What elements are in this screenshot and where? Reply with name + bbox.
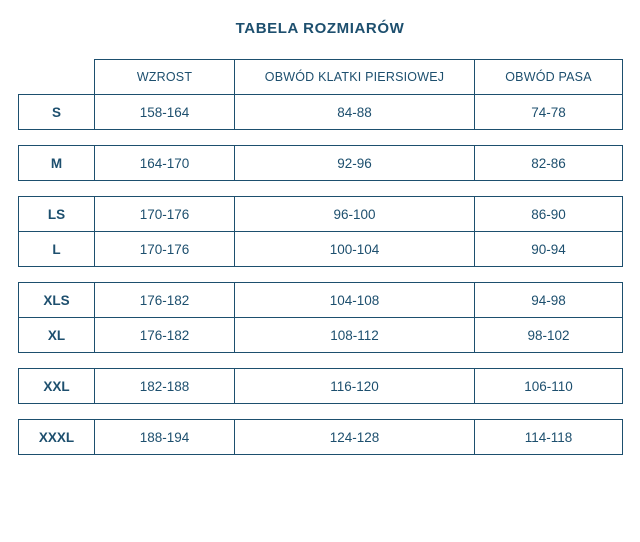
chest-value: 96-100: [235, 197, 475, 232]
header-cell-height: WZROST: [95, 60, 235, 95]
waist-value: 86-90: [475, 197, 623, 232]
spacer-cell: [235, 404, 475, 420]
table-row: [19, 232, 623, 267]
size-label: XLS: [19, 283, 95, 318]
spacer-cell: [475, 181, 623, 197]
table-spacer-row: [19, 353, 623, 369]
spacer-cell: [95, 181, 235, 197]
spacer-cell: [19, 130, 95, 146]
spacer-cell: [235, 130, 475, 146]
size-label: XXL: [19, 369, 95, 404]
height-value: 176-182: [95, 283, 235, 318]
spacer-cell: [95, 404, 235, 420]
table-spacer-row: [19, 267, 623, 283]
waist-value: 90-94: [475, 232, 623, 267]
header-cell-corner: [19, 60, 95, 95]
size-table-container: [18, 59, 622, 455]
chest-value: 124-128: [235, 420, 475, 455]
spacer-cell: [19, 404, 95, 420]
spacer-cell: [95, 353, 235, 369]
waist-value: 114-118: [475, 420, 623, 455]
table-spacer-row: [19, 130, 623, 146]
waist-value: 94-98: [475, 283, 623, 318]
chest-value: 100-104: [235, 232, 475, 267]
spacer-cell: [95, 267, 235, 283]
size-table: [18, 59, 623, 455]
size-label: M: [19, 146, 95, 181]
spacer-cell: [475, 130, 623, 146]
table-row: [19, 95, 623, 130]
spacer-cell: [235, 353, 475, 369]
height-value: 158-164: [95, 95, 235, 130]
height-value: 170-176: [95, 197, 235, 232]
waist-value: 82-86: [475, 146, 623, 181]
table-row: [19, 318, 623, 353]
table-row: [19, 197, 623, 232]
table-spacer-row: [19, 404, 623, 420]
size-label: L: [19, 232, 95, 267]
chest-value: 108-112: [235, 318, 475, 353]
spacer-cell: [19, 181, 95, 197]
header-cell-chest: OBWÓD KLATKI PIERSIOWEJ: [235, 60, 475, 95]
height-value: 164-170: [95, 146, 235, 181]
height-value: 176-182: [95, 318, 235, 353]
page-title: TABELA ROZMIARÓW: [235, 20, 405, 37]
waist-value: 74-78: [475, 95, 623, 130]
table-header-row: [19, 60, 623, 95]
size-label: S: [19, 95, 95, 130]
table-row: [19, 283, 623, 318]
table-row: [19, 369, 623, 404]
height-value: 170-176: [95, 232, 235, 267]
height-value: 188-194: [95, 420, 235, 455]
spacer-cell: [475, 353, 623, 369]
spacer-cell: [19, 353, 95, 369]
table-row: [19, 420, 623, 455]
spacer-cell: [475, 267, 623, 283]
spacer-cell: [475, 404, 623, 420]
spacer-cell: [235, 181, 475, 197]
chest-value: 116-120: [235, 369, 475, 404]
size-label: LS: [19, 197, 95, 232]
table-row: [19, 146, 623, 181]
waist-value: 98-102: [475, 318, 623, 353]
header-cell-waist: OBWÓD PASA: [475, 60, 623, 95]
chest-value: 104-108: [235, 283, 475, 318]
waist-value: 106-110: [475, 369, 623, 404]
spacer-cell: [95, 130, 235, 146]
spacer-cell: [19, 267, 95, 283]
height-value: 182-188: [95, 369, 235, 404]
chest-value: 92-96: [235, 146, 475, 181]
table-spacer-row: [19, 181, 623, 197]
chest-value: 84-88: [235, 95, 475, 130]
spacer-cell: [235, 267, 475, 283]
size-label: XXXL: [19, 420, 95, 455]
size-label: XL: [19, 318, 95, 353]
